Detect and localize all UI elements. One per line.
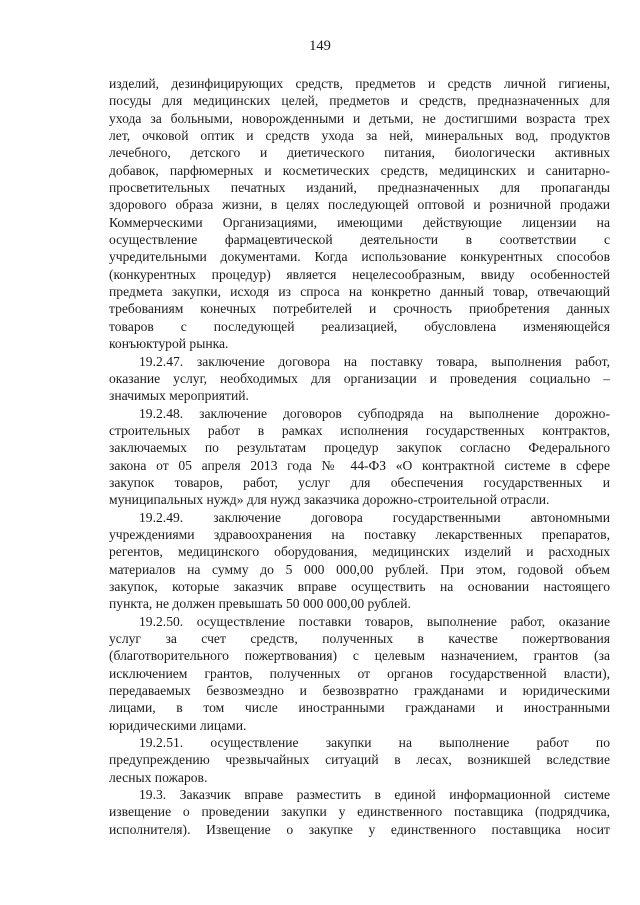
text-line: исключением грантов, полученных от органов государственной власти),	[109, 665, 610, 681]
text-line: 19.3. Заказчик вправе разместить в единой информационной системе	[139, 787, 610, 803]
text-line: посуды для медицинских целей, предметов и средств, предназначенных для	[109, 93, 610, 109]
text-line: исполнителя). Извещение о закупке у единственного поставщика носит	[109, 821, 610, 837]
text-line: требованиям конечных потребителей и срочность приобретения данных	[109, 301, 610, 317]
text-line: юридическими лицами.	[109, 717, 247, 733]
text-line: регентов, медицинского оборудования, медицинских изделий и расходных	[109, 544, 610, 560]
text-line: товаров с последующей реализацией, обусловлена изменяющейся	[109, 318, 610, 334]
page-number: 149	[309, 38, 331, 54]
text-line: (благотворительного пожертвования) с целевым назначением, грантов (за	[109, 648, 610, 664]
text-line: услуг за счет средств, полученных в качестве пожертвования	[109, 631, 610, 646]
text-line: значимых мероприятий.	[109, 388, 249, 404]
text-line: заключаемых по результатам процедур закупок согласно Федерального	[109, 440, 610, 456]
text-line: муниципальных нужд» для нужд заказчика дорожно-строительной отрасли.	[109, 492, 550, 508]
text-line: передаваемых безвозмездно и безвозвратно гражданами и юридическими	[109, 683, 610, 699]
text-line: добавок, парфюмерных и косметических средств, медицинских и санитарно-	[109, 162, 610, 178]
text-line: закупок товаров, работ, услуг для обеспечения государственных и	[109, 474, 610, 490]
text-line: осуществление фармацевтической деятельности в соответствии с	[109, 232, 610, 248]
text-line: строительных работ в рамках исполнения государственных контрактов,	[109, 422, 610, 438]
text-line: 19.2.48. заключение договоров субподряда на выполнение дорожно-	[139, 405, 610, 421]
text-line: лесных пожаров.	[109, 769, 208, 785]
text-line: Коммерческими Организациями, имеющими действующие лицензии на	[109, 214, 610, 230]
text-line: закупок, которые заказчик вправе осуществить на основании настоящего	[109, 578, 610, 594]
text-line: 19.2.49. заключение договора государственными автономными	[139, 509, 610, 525]
text-line: 19.2.50. осуществление поставки товаров, выполнение работ, оказание	[139, 613, 610, 629]
text-line: изделий, дезинфицирующих средств, предметов и средств личной гигиены,	[109, 76, 610, 91]
text-line: ухода за больными, новорожденными и детьми, не достигшими возраста трех	[109, 110, 610, 126]
text-line: лечебного, детского и диетического питания, биологически активных	[109, 145, 610, 161]
text-line: предупреждению чрезвычайных ситуаций в лесах, возникшей вследствие	[109, 752, 610, 768]
text-line: учредительными документами. Когда использование конкурентных способов	[109, 249, 610, 265]
text-line: 19.2.51. осуществление закупки на выполнение работ по	[139, 735, 610, 751]
text-line: 19.2.47. заключение договора на поставку товара, выполнения работ,	[139, 353, 610, 369]
text-line: предмета закупки, исходя из спроса на конкретно данный товар, отвечающий	[109, 284, 610, 300]
text-line: извещение о проведении закупки у единственного поставщика (подрядчика,	[109, 804, 610, 820]
body-text	[109, 75, 610, 838]
text-line: пункта, не должен превышать 50 000 000,00 рублей.	[109, 596, 411, 612]
text-line: здорового образа жизни, в целях последующей оптовой и розничной продажи	[109, 197, 610, 213]
text-line: лицами, в том числе иностранными гражданами и иностранными	[109, 700, 610, 716]
text-line: просветительных печатных изданий, предназначенных для пропаганды	[109, 180, 610, 196]
text-line: конъюктурой рынка.	[109, 336, 229, 352]
text-line: закона от 05 апреля 2013 года № 44-ФЗ «О контрактной системе в сфере	[109, 457, 610, 473]
text-line: (конкурентных процедур) является нецелесообразным, ввиду особенностей	[109, 266, 610, 282]
text-line: учреждениями здравоохранения на поставку лекарственных препаратов,	[109, 526, 610, 542]
text-line: лет, очковой оптик и средств ухода за ней, минеральных вод, продуктов	[109, 128, 610, 144]
text-line: материалов на сумму до 5 000 000,00 рублей. При этом, годовой объем	[109, 561, 610, 577]
text-line: оказание услуг, необходимых для организации и проведения социально –	[109, 370, 610, 386]
